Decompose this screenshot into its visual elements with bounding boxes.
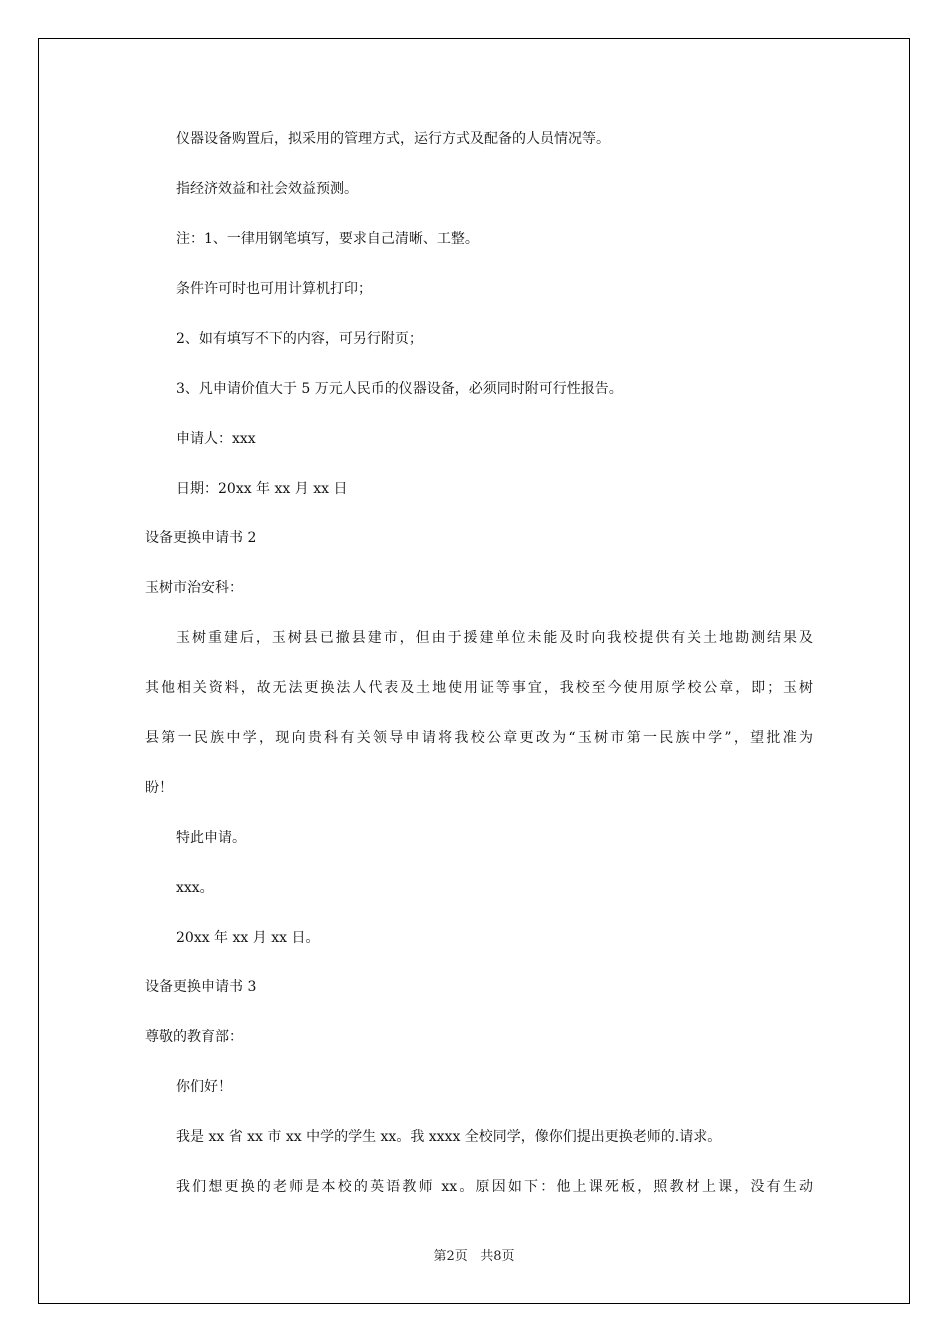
- paragraph: 指经济效益和社会效益预测。: [176, 181, 358, 197]
- document-page: [38, 38, 910, 1304]
- paragraph-line: 其他相关资料，故无法更换法人代表及土地使用证等事宜，我校至今使用原学校公章，即；玉树: [145, 680, 813, 696]
- paragraph-line: 我们想更换的老师是本校的英语教师 xx。原因如下：他上课死板，照教材上课，没有生动: [176, 1179, 813, 1195]
- paragraph: 我是 xx 省 xx 市 xx 中学的学生 xx。我 xxxx 全校同学，像你们提出更换老师的.请求。: [176, 1129, 722, 1145]
- paragraph: 条件许可时也可用计算机打印；: [176, 281, 372, 297]
- paragraph: 2、如有填写不下的内容，可另行附页；: [176, 331, 423, 347]
- applicant-line: 申请人：xxx: [176, 431, 256, 447]
- section-heading: 设备更换申请书 3: [145, 979, 257, 995]
- paragraph: 注：1、一律用钢笔填写，要求自己清晰、工整。: [176, 231, 479, 247]
- date-line: 日期：20xx 年 xx 月 xx 日: [176, 481, 348, 497]
- paragraph: 3、凡申请价值大于 5 万元人民币的仪器设备，必须同时附可行性报告。: [176, 381, 623, 397]
- paragraph-line: 玉树重建后，玉树县已撤县建市，但由于援建单位未能及时向我校提供有关土地勘测结果及: [176, 630, 813, 646]
- paragraph: 仪器设备购置后，拟采用的管理方式，运行方式及配备的人员情况等。: [176, 131, 610, 147]
- closing-line: 特此申请。: [176, 830, 246, 846]
- page-number: 第2页: [433, 1249, 468, 1264]
- salutation: 尊敬的教育部：: [145, 1029, 243, 1045]
- signature-line: xxx。: [176, 880, 214, 896]
- salutation: 玉树市治安科：: [145, 580, 243, 596]
- greeting: 你们好！: [176, 1079, 232, 1095]
- section-heading: 设备更换申请书 2: [145, 530, 257, 546]
- paragraph-line: 县第一民族中学，现向贵科有关领导申请将我校公章更改为“玉树市第一民族中学”，望批准为: [145, 730, 813, 746]
- date-line: 20xx 年 xx 月 xx 日。: [176, 930, 320, 946]
- paragraph-line: 盼！: [145, 780, 173, 796]
- page-footer: [39, 1248, 909, 1266]
- page-total: 共8页: [480, 1249, 515, 1264]
